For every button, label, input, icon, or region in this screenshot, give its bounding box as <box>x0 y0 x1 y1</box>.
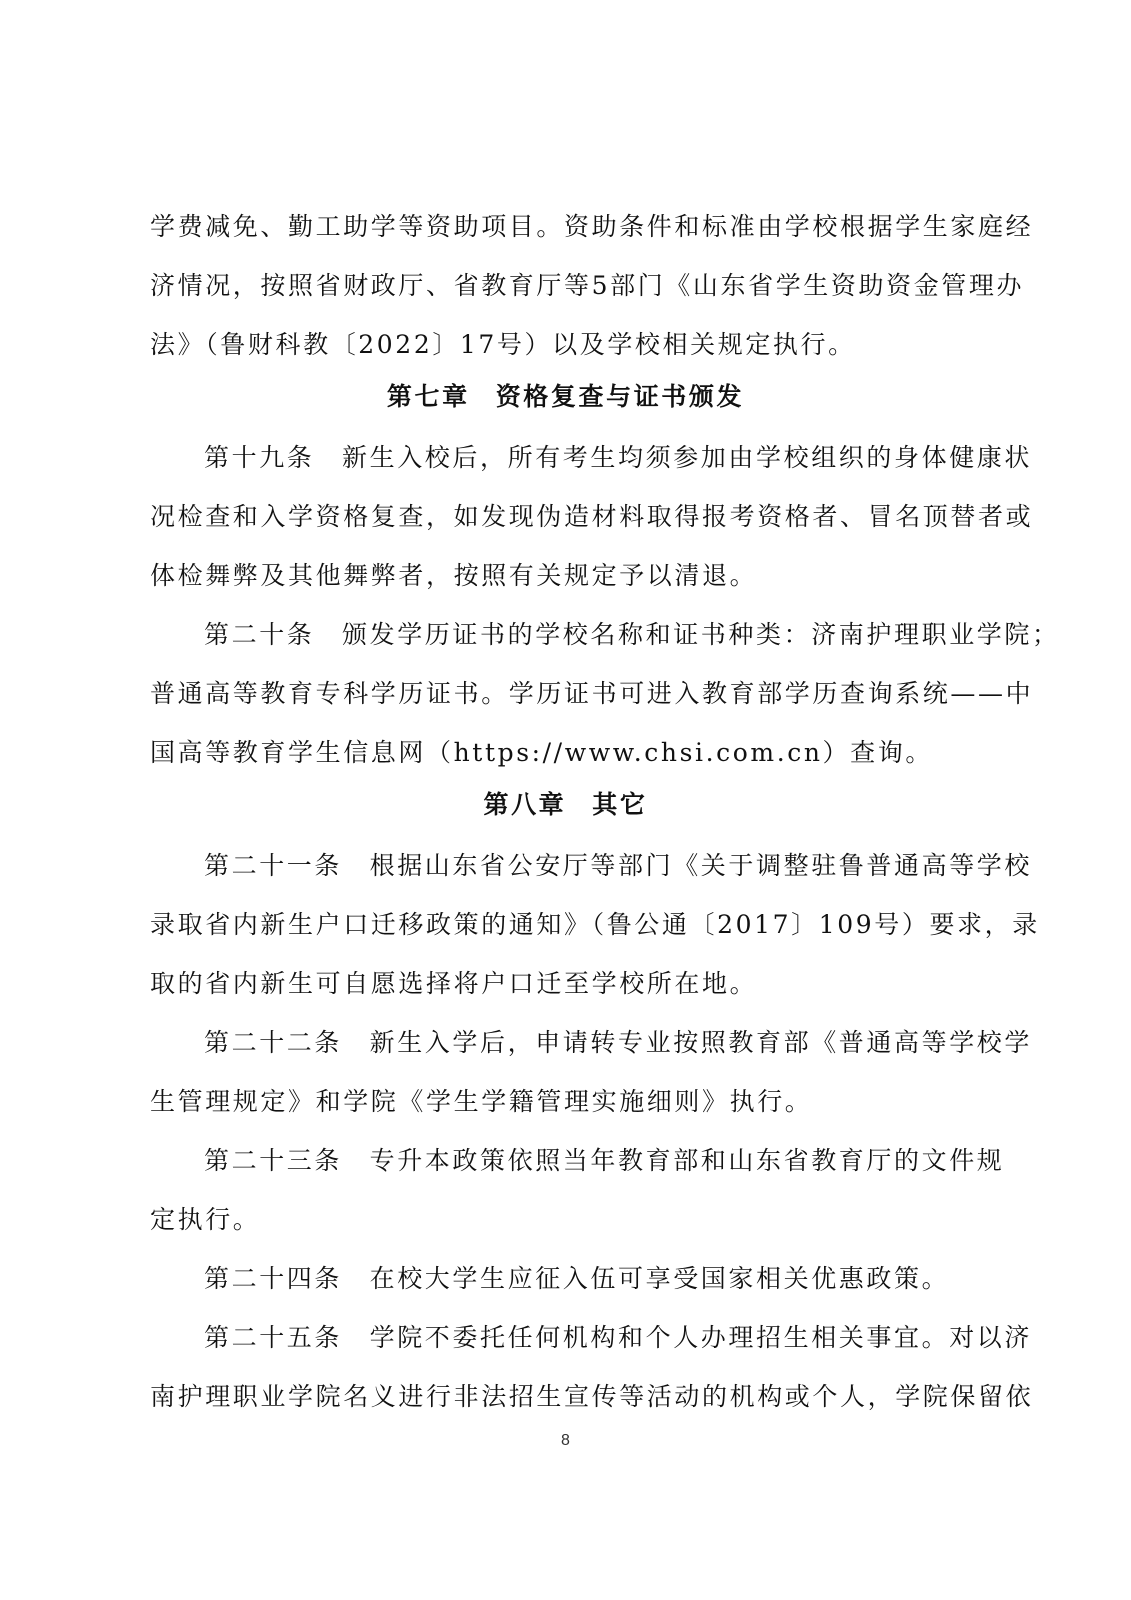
chapter-heading-7 <box>0 382 1131 412</box>
article-23-line: 第二十三条 专升本政策依照当年教育部和山东省教育厅的文件规 <box>204 1146 1005 1175</box>
paragraph-line: 济情况，按照省财政厅、省教育厅等5部门《山东省学生资助资金管理办 <box>150 271 1025 300</box>
article-19-line: 况检查和入学资格复查，如发现伪造材料取得报考资格者、冒名顶替者或 <box>150 502 1034 531</box>
chapter-title: 其它 <box>592 790 648 819</box>
article-22-line: 第二十二条 新生入学后，申请转专业按照教育部《普通高等学校学 <box>204 1028 1033 1057</box>
article-20-line: 第二十条 颁发学历证书的学校名称和证书种类：济南护理职业学院； <box>204 620 1060 649</box>
paragraph-line: 法》（鲁财科教〔2022〕17号）以及学校相关规定执行。 <box>150 330 856 359</box>
chapter-heading-8 <box>0 790 1131 820</box>
article-21-line: 第二十一条 根据山东省公安厅等部门《关于调整驻鲁普通高等学校 <box>204 851 1033 880</box>
article-21-line: 取的省内新生可自愿选择将户口迁至学校所在地。 <box>150 969 758 998</box>
article-22-line: 生管理规定》和学院《学生学籍管理实施细则》执行。 <box>150 1087 813 1116</box>
article-23-line: 定执行。 <box>150 1205 261 1234</box>
chapter-number: 第八章 <box>483 790 567 819</box>
article-24-line: 第二十四条 在校大学生应征入伍可享受国家相关优惠政策。 <box>204 1264 950 1293</box>
article-20-line: 国高等教育学生信息网（https://www.chsi.com.cn）查询。 <box>150 738 933 767</box>
article-19-line: 第十九条 新生入校后，所有考生均须参加由学校组织的身体健康状 <box>204 443 1033 472</box>
chapter-number: 第七章 <box>386 382 470 411</box>
article-21-line: 录取省内新生户口迁移政策的通知》（鲁公通〔2017〕109号）要求，录 <box>150 910 1040 939</box>
paragraph-line: 学费减免、勤工助学等资助项目。资助条件和标准由学校根据学生家庭经 <box>150 212 1034 241</box>
article-20-line: 普通高等教育专科学历证书。学历证书可进入教育部学历查询系统——中 <box>150 679 1034 708</box>
chapter-title: 资格复查与证书颁发 <box>495 382 745 411</box>
article-25-line: 南护理职业学院名义进行非法招生宣传等活动的机构或个人，学院保留依 <box>150 1382 1034 1411</box>
article-19-line: 体检舞弊及其他舞弊者，按照有关规定予以清退。 <box>150 561 758 590</box>
article-25-line: 第二十五条 学院不委托任何机构和个人办理招生相关事宜。对以济 <box>204 1323 1033 1352</box>
page-number: 8 <box>561 1432 570 1449</box>
